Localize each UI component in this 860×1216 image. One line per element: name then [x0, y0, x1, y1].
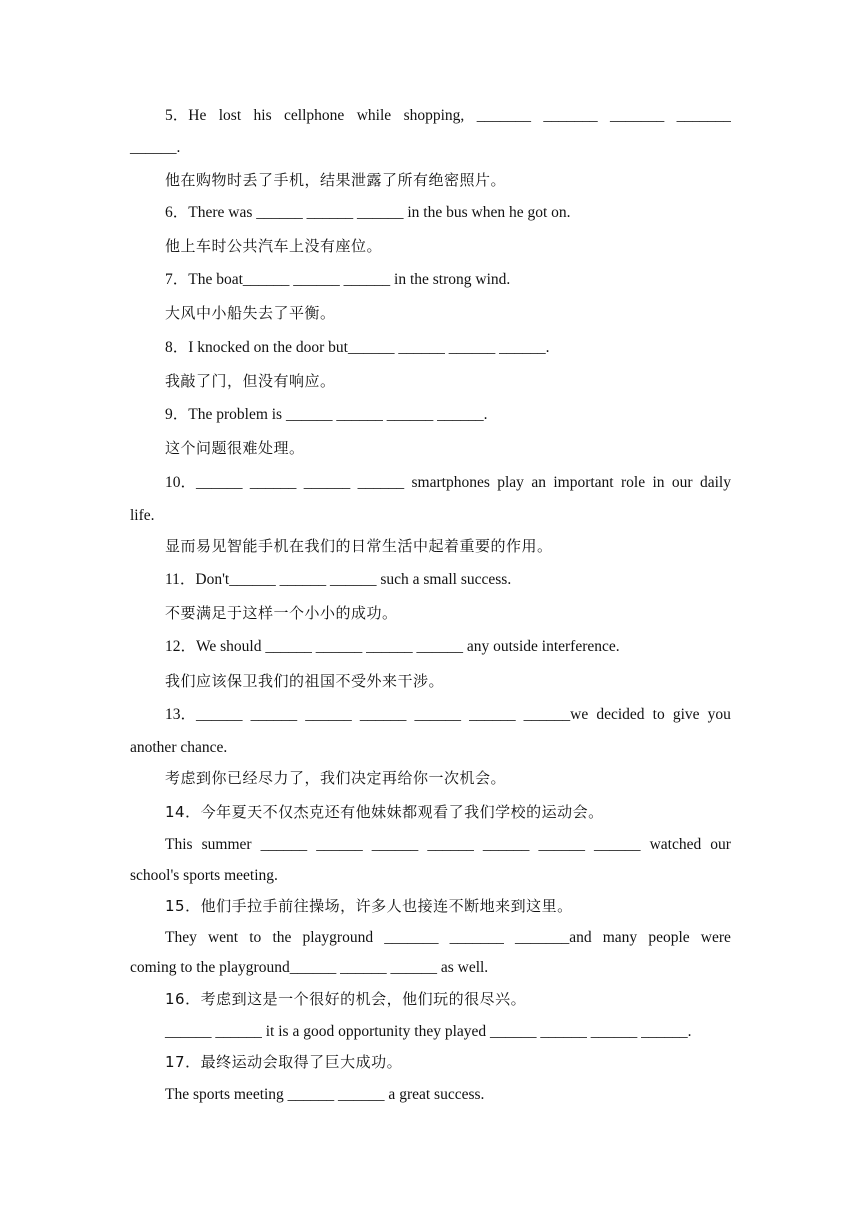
q16-chinese: 16．考虑到这是一个很好的机会，他们玩的很尽兴。 [165, 990, 527, 1008]
word: ______ [427, 836, 474, 853]
q17-text: The sports meeting ______ ______ a great success. [165, 1086, 485, 1103]
word: shopping, [403, 107, 465, 124]
word: They [165, 929, 197, 946]
q6-text: 6．There was ______ ______ ______ in the bus when he got on. [165, 204, 571, 221]
word: important [553, 474, 614, 491]
word: ______ [482, 836, 530, 853]
word: _______ [543, 107, 598, 124]
word: many [602, 929, 638, 946]
word: people [648, 929, 690, 946]
q11-chinese: 不要满足于这样一个小小的成功。 [165, 604, 398, 622]
q9-text: 9．The problem is ______ ______ ______ ______. [165, 406, 488, 423]
word: summer [201, 836, 252, 853]
q8-chinese: 我敲了门，但没有响应。 [165, 372, 336, 390]
word: ______ [305, 706, 352, 723]
q12-text: 12．We should ______ ______ ______ ______ any outside interference. [165, 638, 620, 655]
word: ______ [316, 836, 363, 853]
q11-text: 11．Don't______ ______ ______ such a small success. [165, 571, 512, 588]
word: in [652, 474, 665, 491]
word: role [620, 474, 646, 491]
q5-chinese: 他在购物时丢了手机，结果泄露了所有绝密照片。 [165, 171, 507, 189]
q14-continuation: school's sports meeting. [130, 867, 278, 884]
q9-chinese: 这个问题很难处理。 [165, 439, 305, 457]
q5-line [165, 106, 731, 126]
word: his [253, 107, 272, 124]
q15-line [165, 928, 731, 948]
q14-chinese: 14．今年夏天不仅杰克还有他妹妹都观看了我们学校的运动会。 [165, 803, 604, 821]
q15-chinese: 15．他们手拉手前往操场，许多人也接连不断地来到这里。 [165, 897, 573, 915]
word: smartphones [411, 474, 490, 491]
word: our [671, 474, 693, 491]
word: 13．______ [165, 706, 243, 723]
word: ______ [359, 706, 407, 723]
q8-text: 8．I knocked on the door but______ ______ ______ ______. [165, 339, 550, 356]
word: ______ [414, 706, 461, 723]
q13-chinese: 考虑到你已经尽力了，我们决定再给你一次机会。 [165, 769, 507, 787]
word: ______ [250, 706, 298, 723]
q13-continuation: another chance. [130, 739, 228, 756]
q10-continuation: life. [130, 507, 155, 524]
word: ______ [538, 836, 585, 853]
q12-chinese: 我们应该保卫我们的祖国不受外来干涉。 [165, 672, 445, 690]
word: _______ [676, 107, 731, 124]
word: while [356, 107, 392, 124]
word: ______ [594, 836, 641, 853]
word: you [707, 706, 731, 723]
word: lost [218, 107, 242, 124]
word: _______ [610, 107, 665, 124]
word: ______ [249, 474, 297, 491]
word: playground [302, 929, 374, 946]
word: _______ [476, 107, 531, 124]
word: ______ [260, 836, 308, 853]
q13-line [165, 705, 731, 725]
word: ______we [523, 706, 589, 723]
q10-chinese: 显而易见智能手机在我们的日常生活中起着重要的作用。 [165, 537, 553, 555]
word: 10．______ [165, 474, 243, 491]
q7-chinese: 大风中小船失去了平衡。 [165, 304, 336, 322]
q16-text: ______ ______ it is a good opportunity they played ______ ______ ______ ______. [165, 1023, 692, 1040]
q7-text: 7．The boat______ ______ ______ in the strong wind. [165, 271, 511, 288]
word: were [700, 929, 731, 946]
q15-continuation: coming to the playground______ ______ ______ as well. [130, 959, 489, 976]
word: _______ [384, 929, 439, 946]
word: watched [649, 836, 702, 853]
word: ______ [371, 836, 419, 853]
word: play [497, 474, 524, 491]
q17-chinese: 17．最终运动会取得了巨大成功。 [165, 1053, 403, 1071]
q5-continuation: ______. [130, 139, 181, 156]
word: _______ [449, 929, 504, 946]
word: cellphone [284, 107, 345, 124]
q14-line [165, 835, 731, 855]
word: our [710, 836, 731, 853]
word: ______ [469, 706, 516, 723]
word: _______and [514, 929, 592, 946]
word: 5．He [165, 107, 207, 124]
word: to [652, 706, 665, 723]
word: give [672, 706, 700, 723]
word: daily [699, 474, 731, 491]
q10-line [165, 473, 731, 493]
word: to [249, 929, 262, 946]
word: went [207, 929, 239, 946]
word: decided [596, 706, 645, 723]
word: an [531, 474, 546, 491]
q6-chinese: 他上车时公共汽车上没有座位。 [165, 237, 383, 255]
word: the [272, 929, 292, 946]
word: ______ [357, 474, 405, 491]
word: This [165, 836, 193, 853]
word: ______ [303, 474, 351, 491]
